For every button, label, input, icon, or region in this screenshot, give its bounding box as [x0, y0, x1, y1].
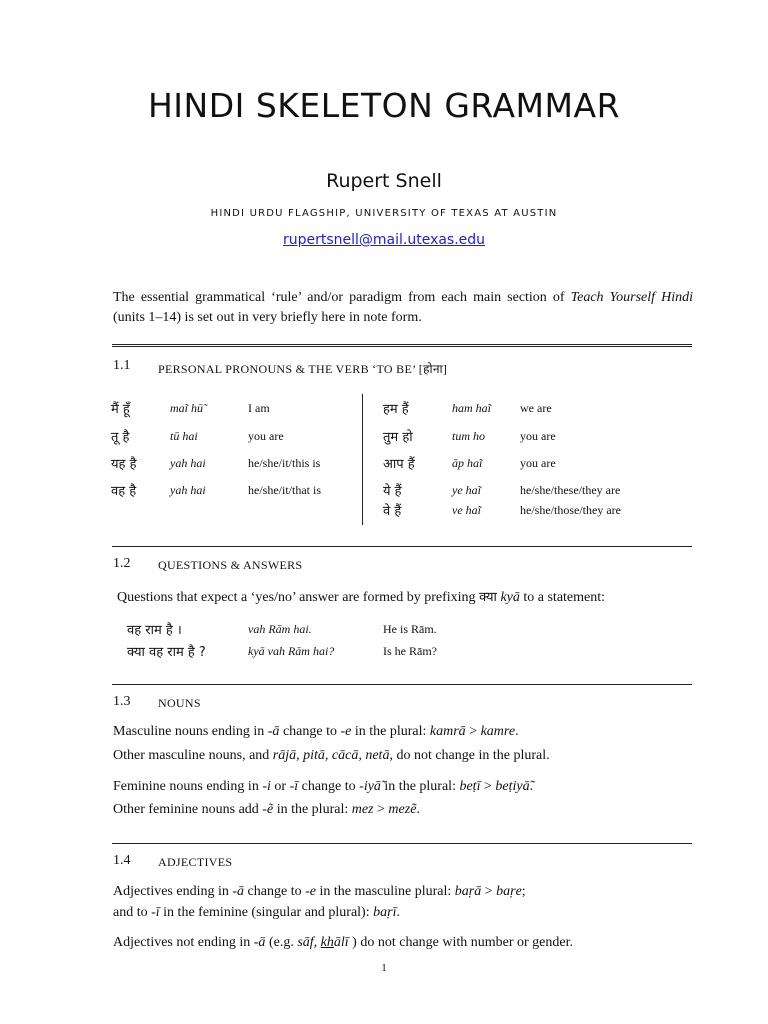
suffix: -ī	[289, 779, 299, 794]
section-heading: NOUNS	[158, 696, 201, 710]
intro-paragraph	[113, 288, 693, 328]
text: Adjectives ending in	[113, 884, 233, 899]
text: or	[270, 779, 290, 794]
example-english: He is Rām.	[383, 622, 437, 636]
pronoun-hindi: वह है	[111, 484, 137, 499]
text: change to	[279, 724, 341, 739]
text: .	[416, 802, 420, 817]
suffix: -ī	[151, 905, 160, 920]
section-divider	[112, 344, 692, 347]
suffix: -ā	[267, 724, 280, 739]
text: in the masculine plural:	[315, 884, 455, 899]
text: and to	[113, 905, 152, 920]
pronoun-transliteration: āp haĩ	[452, 456, 483, 470]
text: in the plural:	[351, 724, 430, 739]
pronoun-english: he/she/these/they are	[520, 483, 621, 497]
pronoun-hindi: ये हैं	[383, 484, 402, 499]
example-words: rājā, pitā, cācā, netā,	[272, 748, 393, 763]
text: >	[481, 884, 497, 899]
pronoun-hindi: तू है	[111, 430, 130, 445]
example-hindi: क्या वह राम है ?	[127, 645, 206, 660]
rule-text-a: Questions that expect a ‘yes/no’ answer are formed by prefixing	[117, 590, 480, 605]
pronoun-english: you are	[248, 429, 284, 443]
suffix: -ā	[232, 884, 245, 899]
page-number: 1	[381, 962, 387, 974]
section-heading: PERSONAL PRONOUNS & THE VERB ‘TO BE’ [होना]	[158, 362, 448, 376]
section-heading: ADJECTIVES	[158, 855, 233, 869]
text: in the plural:	[380, 779, 460, 794]
section-divider	[112, 843, 692, 844]
text: .	[529, 779, 534, 794]
author-name: Rupert Snell	[326, 170, 442, 192]
pronoun-transliteration: tum ho	[452, 429, 485, 443]
text: Other masculine nouns, and	[113, 748, 273, 763]
pronoun-transliteration: ve haĩ	[452, 503, 481, 517]
pronoun-english: you are	[520, 456, 556, 470]
example-word: baṛī	[373, 905, 397, 920]
suffix: -e	[340, 724, 352, 739]
section-number: 1.2	[113, 556, 131, 571]
text: do not change in the plural.	[392, 748, 550, 763]
pronoun-english: he/she/it/that is	[248, 483, 321, 497]
pronoun-english: I am	[248, 401, 270, 415]
example-word: kamre	[480, 724, 516, 739]
pronoun-transliteration: tū hai	[170, 429, 198, 443]
suffix: -ẽ	[262, 802, 274, 817]
nouns-line-4	[113, 802, 420, 818]
table-column-divider	[362, 394, 363, 525]
example-word-underlined: kh	[320, 935, 334, 950]
example-word: baṛā	[454, 884, 482, 899]
text: change to	[298, 779, 360, 794]
author-email-link[interactable]: rupertsnell@mail.utexas.edu	[282, 232, 486, 248]
example-transliteration: kyā vah Rām hai?	[248, 644, 335, 658]
text: ;	[521, 884, 526, 899]
text: Masculine nouns ending in	[113, 724, 268, 739]
example-english: Is he Rām?	[383, 644, 437, 658]
document-title: HINDI SKELETON GRAMMAR	[147, 86, 621, 125]
kya-transliteration: kyā	[500, 590, 520, 605]
section-number: 1.3	[113, 694, 131, 709]
pronoun-hindi: यह है	[111, 457, 137, 472]
section-number: 1.4	[113, 853, 131, 868]
text: Other feminine nouns add	[113, 802, 263, 817]
pronoun-english: he/she/those/they are	[520, 503, 621, 517]
text: in the plural:	[273, 802, 352, 817]
example-transliteration: vah Rām hai.	[248, 622, 312, 636]
pronoun-hindi: तुम हो	[383, 430, 413, 445]
pronoun-hindi: मैं हूँ	[111, 402, 130, 417]
section-number: 1.1	[113, 358, 131, 373]
intro-text-b: (units 1–14) is set out in very briefly here in note form.	[113, 310, 422, 325]
section-divider	[112, 546, 692, 547]
pronoun-english: you are	[520, 429, 556, 443]
example-word: beṭiyā̃	[495, 779, 530, 794]
intro-book-title: Teach Yourself Hindi	[570, 290, 693, 305]
example-word: kamrā	[429, 724, 466, 739]
text: >	[373, 802, 389, 817]
text: >	[480, 779, 496, 794]
text: in the feminine (singular and plural):	[159, 905, 374, 920]
example-word: baṛe	[496, 884, 522, 899]
suffix: -i	[262, 779, 271, 794]
intro-text-a: The essential grammatical ‘rule’ and/or paradigm from each main section of	[113, 290, 571, 305]
text: .	[396, 905, 400, 920]
text: change to	[244, 884, 306, 899]
example-word: mez	[351, 802, 374, 817]
section-divider	[112, 684, 692, 685]
pronoun-transliteration: yah hai	[170, 456, 206, 470]
example-word: ālī	[333, 935, 349, 950]
suffix: -iyā̃	[359, 779, 381, 794]
pronoun-hindi: वे हैं	[383, 504, 402, 519]
pronoun-hindi: आप हैं	[383, 457, 415, 472]
nouns-line-2	[113, 748, 550, 764]
example-hindi: वह राम है ।	[127, 623, 182, 638]
pronoun-english: we are	[520, 401, 552, 415]
pronoun-transliteration: maĩ hū̃	[170, 401, 203, 415]
adjectives-line-1	[113, 884, 526, 900]
example-word: beṭī	[459, 779, 481, 794]
nouns-line-1	[113, 724, 519, 740]
example-word: sāf,	[297, 935, 321, 950]
text: (e.g.	[265, 935, 298, 950]
nouns-line-3	[113, 779, 533, 795]
pronoun-transliteration: ye haĩ	[452, 483, 481, 497]
pronoun-english: he/she/it/this is	[248, 456, 321, 470]
adjectives-line-3	[113, 935, 573, 951]
text: Feminine nouns ending in	[113, 779, 263, 794]
suffix: -e	[305, 884, 316, 899]
rule-text-b: to a statement:	[519, 590, 606, 605]
example-word: mezẽ	[388, 802, 417, 817]
pronoun-transliteration: ham haĩ	[452, 401, 491, 415]
text: .	[515, 724, 519, 739]
questions-rule-text	[117, 587, 605, 606]
text: >	[465, 724, 481, 739]
pronoun-transliteration: yah hai	[170, 483, 206, 497]
adjectives-line-2	[113, 905, 400, 921]
text: ) do not change with number or gender.	[348, 935, 573, 950]
author-affiliation: HINDI URDU FLAGSHIP, UNIVERSITY OF TEXAS AT AUSTIN	[210, 208, 558, 219]
section-heading: QUESTIONS & ANSWERS	[158, 558, 303, 572]
kya-hindi: क्या	[479, 590, 497, 605]
text: Adjectives not ending in	[113, 935, 254, 950]
suffix: -ā	[253, 935, 266, 950]
pronoun-hindi: हम हैं	[383, 402, 409, 417]
